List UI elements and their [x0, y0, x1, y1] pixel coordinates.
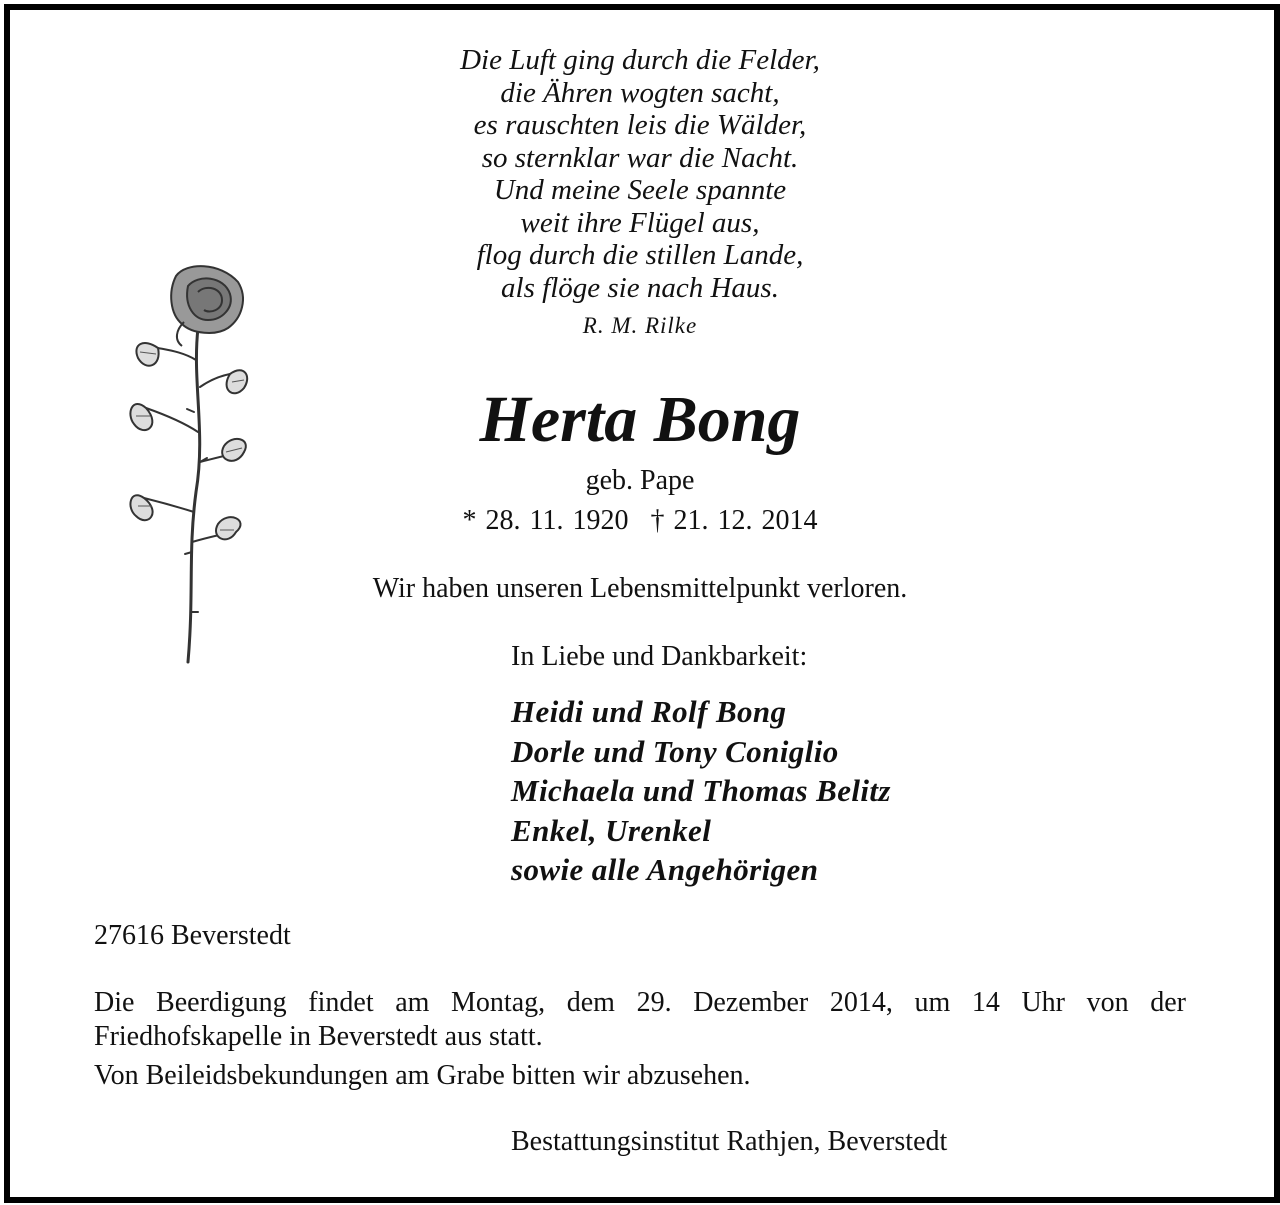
poem-author: R. M. Rilke	[582, 313, 698, 338]
funeral-line: Friedhofskapelle in Beverstedt aus statt.	[94, 1021, 543, 1052]
mourners-intro: In Liebe und Dankbarkeit:	[511, 641, 808, 672]
life-dates	[340, 505, 940, 537]
poem-line: flog durch die stillen Lande,	[476, 239, 804, 271]
deceased-name: Herta Bong	[479, 383, 801, 456]
maiden-name: geb. Pape	[585, 465, 695, 496]
mourner-name: Dorle und Tony Coniglio	[511, 733, 839, 769]
poem-line: weit ihre Flügel aus,	[520, 206, 760, 239]
condolence-note: Von Beileidsbekundungen am Grabe bitten wir abzusehen.	[94, 1060, 751, 1091]
mourner-name: sowie alle Angehörigen	[511, 852, 819, 887]
motto: Wir haben unseren Lebensmittelpunkt verloren.	[372, 573, 908, 604]
poem-line: als flöge sie nach Haus.	[501, 271, 779, 304]
poem-line: Und meine Seele spannte	[493, 174, 787, 206]
funeral-line: Die Beerdigung findet am Montag, dem 29. Dezember 2014, um 14 Uhr von der	[94, 987, 1186, 1018]
mourners-list	[511, 692, 891, 890]
undertaker: Bestattungsinstitut Rathjen, Beverstedt	[511, 1126, 948, 1157]
poem-line: Die Luft ging durch die Felder,	[460, 44, 820, 76]
mourner-name: Michaela und Thomas Belitz	[511, 773, 891, 808]
mourner-name: Enkel, Urenkel	[511, 812, 712, 848]
town: 27616 Beverstedt	[94, 920, 291, 951]
death-date: † 21. 12. 2014	[650, 505, 818, 536]
poem-line: es rauschten leis die Wälder,	[473, 109, 807, 141]
funeral-info	[94, 986, 1186, 1054]
poem-line: so sternklar war die Nacht.	[481, 141, 799, 174]
rose-icon	[128, 262, 252, 672]
poem-line: die Ähren wogten sacht,	[500, 76, 780, 109]
mourner-name: Heidi und Rolf Bong	[511, 694, 787, 729]
poem	[340, 44, 940, 304]
birth-date: * 28. 11. 1920	[462, 505, 629, 536]
